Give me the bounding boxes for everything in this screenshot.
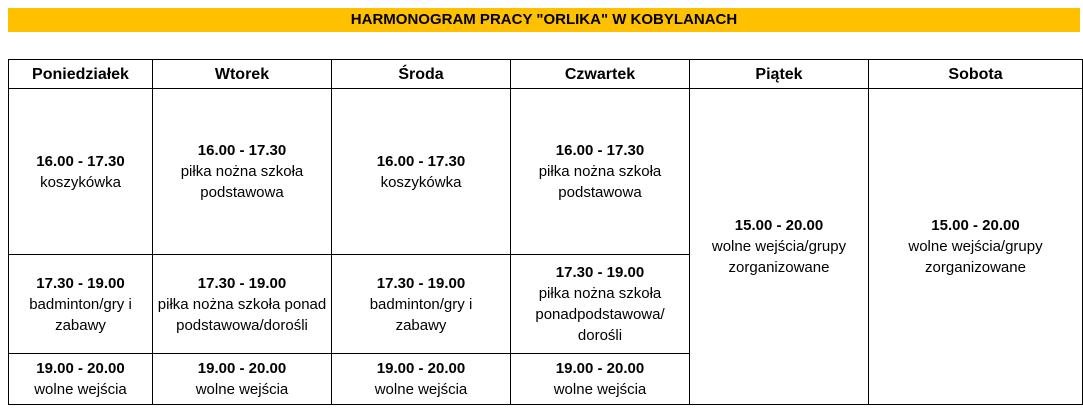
schedule-title: HARMONOGRAM PRACY "ORLIKA" W KOBYLANACH — [8, 8, 1080, 32]
slot-time: 16.00 - 17.30 — [376, 152, 466, 170]
header-monday: Poniedziałek — [9, 60, 153, 89]
slot-tuesday-2 — [153, 255, 332, 354]
header-tuesday: Wtorek — [153, 60, 332, 89]
slot-time: 17.30 - 19.00 — [197, 274, 287, 292]
table-row — [9, 89, 1083, 255]
slot-time: 16.00 - 17.30 — [555, 142, 645, 159]
slot-activity: koszykówka — [40, 173, 121, 191]
slot-activity: wolne wejścia/grupy zorganizowane — [711, 238, 847, 276]
slot-activity: wolne wejścia — [195, 381, 289, 398]
header-friday: Piątek — [690, 60, 869, 89]
header-thursday: Czwartek — [511, 60, 690, 89]
slot-friday — [690, 89, 869, 405]
slot-activity: piłka nożna szkoła ponadpodstawowa/ dorośli — [535, 285, 665, 344]
slot-thursday-3 — [511, 354, 690, 405]
slot-time: 15.00 - 20.00 — [734, 217, 824, 234]
slot-activity: piłka nożna szkoła ponadpodstawowa/dorośli — [157, 295, 327, 334]
slot-activity: piłka nożna szkoła podstawowa — [180, 163, 304, 201]
slot-time: 16.00 - 17.30 — [36, 152, 125, 170]
slot-tuesday-3 — [153, 354, 332, 405]
slot-activity: wolne wejścia — [553, 381, 647, 398]
slot-activity: piłka nożna szkoła podstawowa — [538, 163, 662, 201]
slot-time: 17.30 - 19.00 — [36, 274, 125, 292]
slot-time: 19.00 - 20.00 — [376, 360, 466, 377]
slot-time: 17.30 - 19.00 — [376, 274, 466, 292]
slot-monday-1 — [9, 89, 153, 255]
slot-time: 16.00 - 17.30 — [197, 142, 287, 159]
slot-time: 19.00 - 20.00 — [555, 360, 645, 377]
header-saturday: Sobota — [869, 60, 1083, 89]
slot-saturday — [869, 89, 1083, 405]
slot-time: 17.30 - 19.00 — [555, 264, 645, 281]
slot-time: 19.00 - 20.00 — [197, 360, 287, 377]
slot-activity: wolne wejścia/grupy zorganizowane — [908, 238, 1043, 276]
slot-time: 15.00 - 20.00 — [931, 217, 1020, 234]
slot-wednesday-3 — [332, 354, 511, 405]
header-wednesday: Środa — [332, 60, 511, 89]
slot-activity: wolne wejścia — [34, 381, 127, 398]
slot-activity: koszykówka — [380, 173, 462, 191]
header-row — [9, 60, 1083, 89]
slot-wednesday-2 — [332, 255, 511, 354]
slot-monday-3 — [9, 354, 153, 405]
slot-activity: badminton/gry i zabawy — [29, 295, 132, 334]
slot-time: 19.00 - 20.00 — [36, 360, 125, 377]
slot-monday-2 — [9, 255, 153, 354]
slot-activity: badminton/gry i zabawy — [369, 295, 473, 334]
slot-wednesday-1 — [332, 89, 511, 255]
slot-thursday-1 — [511, 89, 690, 255]
slot-tuesday-1 — [153, 89, 332, 255]
slot-thursday-2 — [511, 255, 690, 354]
schedule-table — [8, 59, 1083, 405]
slot-activity: wolne wejścia — [374, 381, 468, 398]
